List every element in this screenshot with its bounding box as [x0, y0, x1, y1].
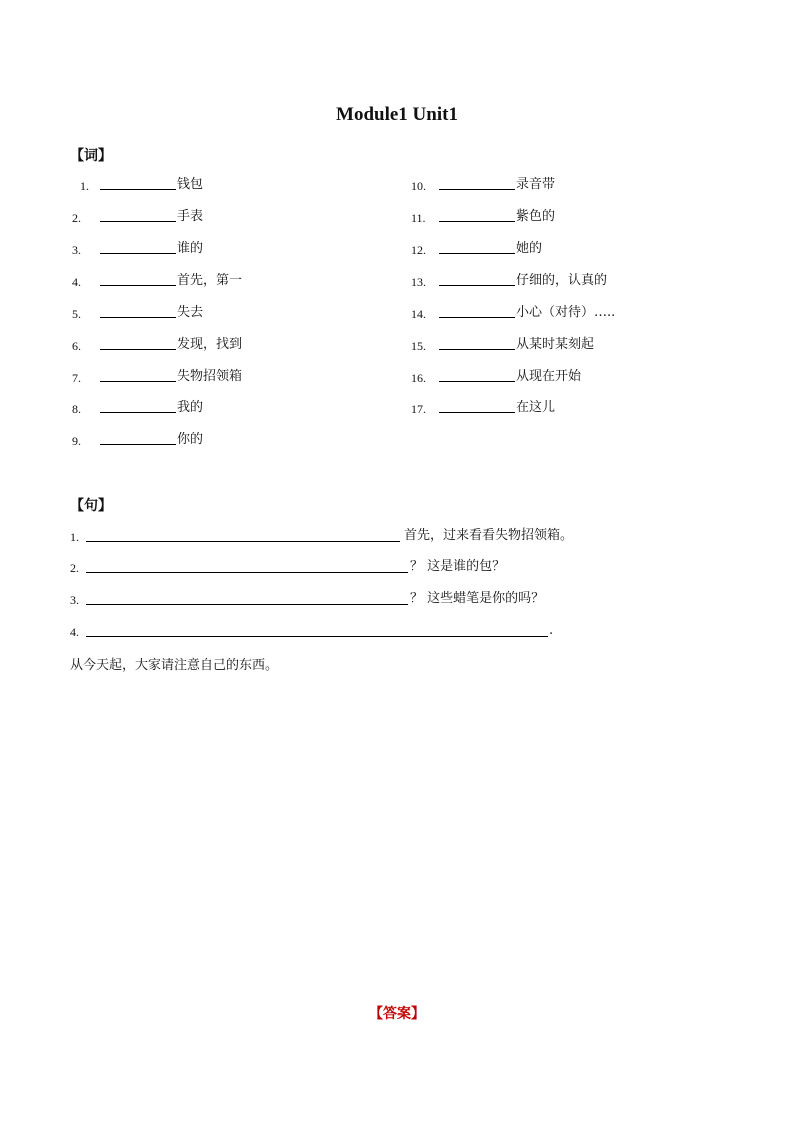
- vocab-meaning: 仔细的，认真的: [516, 273, 608, 288]
- vocab-meaning: 你的: [177, 432, 204, 447]
- answer-line[interactable]: [86, 572, 408, 573]
- vocab-number: 2.: [72, 211, 81, 225]
- answer-blank[interactable]: [100, 317, 176, 318]
- vocab-meaning: 小心（对待）…..: [516, 305, 616, 320]
- answer-blank[interactable]: [100, 444, 176, 445]
- vocab-number: 10.: [411, 179, 426, 193]
- vocab-number: 1.: [80, 179, 89, 193]
- answer-blank[interactable]: [439, 317, 515, 318]
- sentence-number: 4.: [70, 625, 79, 639]
- answer-blank[interactable]: [439, 221, 515, 222]
- vocab-meaning: 从某时某刻起: [516, 337, 595, 352]
- vocab-meaning: 录音带: [516, 177, 556, 192]
- vocab-number: 4.: [72, 275, 81, 289]
- vocab-meaning: 她的: [516, 241, 543, 256]
- answer-blank[interactable]: [439, 189, 515, 190]
- vocab-number: 16.: [411, 371, 426, 385]
- answer-line[interactable]: [86, 604, 408, 605]
- vocab-meaning: 在这儿: [516, 400, 556, 415]
- vocab-number: 6.: [72, 339, 81, 353]
- vocab-meaning: 手表: [177, 209, 204, 224]
- answer-blank[interactable]: [100, 189, 176, 190]
- vocab-number: 5.: [72, 307, 81, 321]
- sentence-text: ？ 这些蜡笔是你的吗？: [410, 591, 545, 606]
- answer-blank[interactable]: [100, 221, 176, 222]
- answer-line[interactable]: [86, 541, 400, 542]
- vocab-meaning: 我的: [177, 400, 204, 415]
- vocab-number: 9.: [72, 434, 81, 448]
- sentence-number: 2.: [70, 561, 79, 575]
- vocab-number: 13.: [411, 275, 426, 289]
- vocab-meaning: 失物招领箱: [177, 369, 243, 384]
- answer-blank[interactable]: [439, 349, 515, 350]
- answer-blank[interactable]: [439, 253, 515, 254]
- answer-blank[interactable]: [439, 381, 515, 382]
- vocab-meaning: 失去: [177, 305, 204, 320]
- words-section-heading: 【词】: [70, 148, 112, 164]
- sentence-text: ？ 这是谁的包？: [410, 559, 506, 574]
- answer-blank[interactable]: [100, 349, 176, 350]
- sentence-continuation: 从今天起，大家请注意自己的东西。: [70, 658, 279, 673]
- answer-blank[interactable]: [100, 253, 176, 254]
- vocab-number: 3.: [72, 243, 81, 257]
- vocab-number: 14.: [411, 307, 426, 321]
- answer-blank[interactable]: [439, 285, 515, 286]
- vocab-meaning: 首先，第一: [177, 273, 243, 288]
- vocab-meaning: 谁的: [177, 241, 204, 256]
- sentence-text: 首先，过来看看失物招领箱。: [404, 528, 574, 543]
- answer-blank[interactable]: [100, 381, 176, 382]
- page-title: Module1 Unit1: [336, 104, 458, 125]
- vocab-number: 11.: [411, 211, 426, 225]
- vocab-meaning: 从现在开始: [516, 369, 582, 384]
- sentence-number: 1.: [70, 530, 79, 544]
- vocab-number: 7.: [72, 371, 81, 385]
- vocab-number: 15.: [411, 339, 426, 353]
- answer-blank[interactable]: [100, 412, 176, 413]
- sentence-number: 3.: [70, 593, 79, 607]
- answer-line[interactable]: [86, 636, 548, 637]
- sentences-section-heading: 【句】: [70, 498, 112, 514]
- vocab-number: 17.: [411, 402, 426, 416]
- vocab-meaning: 紫色的: [516, 209, 556, 224]
- answer-label[interactable]: 【答案】: [369, 1006, 425, 1022]
- answer-blank[interactable]: [100, 285, 176, 286]
- vocab-number: 8.: [72, 402, 81, 416]
- vocab-meaning: 钱包: [177, 177, 204, 192]
- sentence-text: .: [549, 623, 554, 638]
- vocab-meaning: 发现，找到: [177, 337, 243, 352]
- vocab-number: 12.: [411, 243, 426, 257]
- answer-blank[interactable]: [439, 412, 515, 413]
